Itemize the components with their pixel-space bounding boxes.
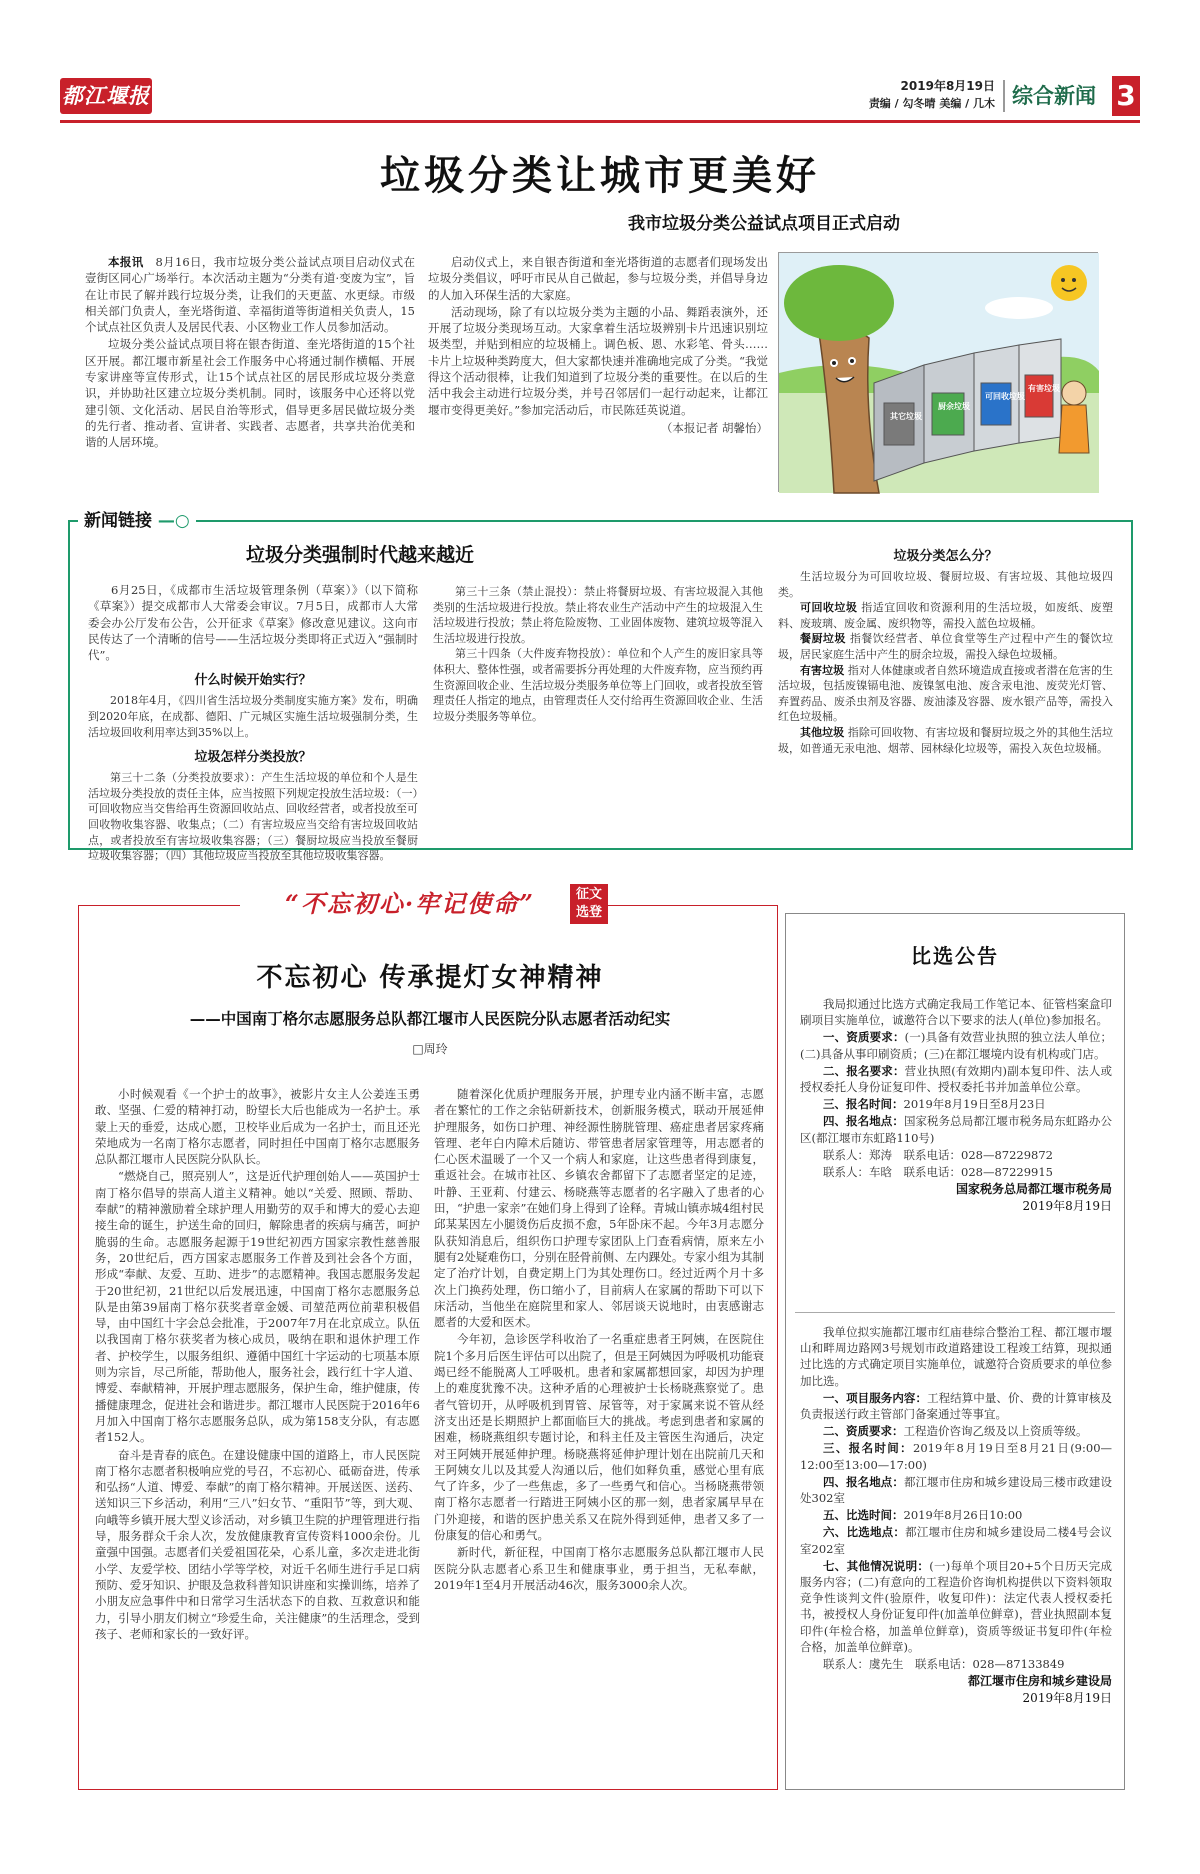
paragraph: 随着深化优质护理服务开展，护理专业内涵不断丰富，志愿者在繁忙的工作之余钻研新技术，创新服务模式，联动开展延伸护理服务，如伤口护理、神经源性膀胱管理、癌症患者居家疼痛管理、老年白内障术后随访、带管患者居家管理等，用志愿者的仁心医术温暖了一个又一个病人和家庭，让这些患者得到康复，重返社会。在城市社区、乡镇农舍都留下了志愿者坚定的足迹，叶静、王亚莉、付建云、杨晓燕等志愿者的名字融入了患者的心田，“护患一家亲”在她们身上得到了诠释。青城山镇赤城4组村民邱某某因左小腿烫伤后皮损不愈，5年卧床不起。今年3月志愿分队获知消息后，组织伤口护理专家团队上门查看病情，原来左小腿有2处疑难伤口，分别在胫骨前侧、左内踝处。专家小组为其制定了治疗计划，自费定期上门为其处理伤口。经过近两个月十多次上门换药处理，伤口缩小了，目前病人在家属的帮助下可以下床活动，当他坐在庭院里和家人、邻居谈天说地时，由衷感谢志愿者的大爱和医术。 — [434, 1087, 764, 1330]
question-heading: 什么时候开始实行？ — [194, 673, 312, 689]
category-term: 可回收垃圾 — [800, 601, 858, 615]
paragraph — [85, 254, 415, 335]
paragraph — [800, 1113, 1112, 1145]
paragraph — [800, 1390, 1112, 1422]
bin-label-recyclable: 可回收垃圾 — [985, 392, 1025, 401]
notice-date: 2019年8月19日 — [1022, 1691, 1112, 1706]
issue-date: 2019年8月19日 — [900, 79, 995, 93]
paragraph: 第三十二条（分类投放要求）：产生生活垃圾的单位和个人是生活垃圾分类投放的责任主体，应当按照下列规定投放生活垃圾：（一）可回收物应当交售给再生资源回收站点、回收经营者，或者投放至可回收物收集容器、收集点；（二）有害垃圾应当交给有害垃圾回收站点，或者投放至有害垃圾收集容器；（三）餐厨垃圾应当投放至餐厨垃圾收集容器；（四）其他垃圾应当投放至其他垃圾收集容器。 — [88, 771, 418, 863]
contact-line: 联系人：车晗 联系电话：028—87229915 — [823, 1165, 1053, 1180]
paragraph: 小时候观看《一个护士的故事》，被影片女主人公姜连玉勇敢、坚强、仁爱的精神打动，盼望长大后也能成为一名护士。承蒙上天的垂爱，达成心愿，卫校毕业后成为一名护士，而且还光荣地成为一名南丁格尔志愿者，同时担任中国南丁格尔志愿服务总队都江堰市人民医院分队队长。 — [95, 1087, 420, 1167]
feature-title: 不忘初心 传承提灯女神精神 — [256, 963, 604, 993]
paragraph: 新时代，新征程，中国南丁格尔志愿服务总队都江堰市人民医院分队志愿者心系卫生和健康事业，勇于担当，无私奉献，2019年1至4月开展活动46次，服务3000余人次。 — [434, 1545, 764, 1592]
notice-item-label: 一、项目服务内容： — [823, 1390, 928, 1405]
paragraph-text: 指餐饮经营者、单位食堂等生产过程中产生的餐饮垃圾，居民家庭生活中产生的厨余垃圾，需投入绿色垃圾桶。 — [778, 632, 1114, 661]
notice-item-value: (一)每单个项目20+5个日历天完成服务内容；(二)有意向的工程造价咨询机构提供以下资料领取竞争性谈判文件(验原件，收复印件)：法定代表人授权委托书，被授权人身份证复印件(加盖单位鲜章)，营业执照副本复印件(年检合格，加盖单位鲜章)，资质等级证书复印件(年检合格，加盖单位鲜章)。 — [800, 1558, 1112, 1654]
notice-item-value: 国家税务总局都江堰市税务局东虹路办公区(都江堰市东虹路110号) — [800, 1114, 1112, 1145]
paragraph: 今年初，急诊医学科收治了一名重症患者王阿姨，在医院住院1个多月后医生评估可以出院了，但是王阿姨因为呼吸机功能衰竭已经不能脱离人工呼吸机。患者和家属都想回家，却因为护理上的难度犹豫不决。这种矛盾的心理被护士长杨晓燕察觉了。患者气管切开，从呼吸机到胃管、尿管等，对于家属来说不管从经济支出还是长期照护上都面临巨大的挑战。考虑到患者和家属的困难，杨晓燕组织专题讨论，和科主任及主管医生沟通后，决定对王阿姨开展延伸护理。杨晓燕将延伸护理计划在出院前几天和王阿姨女儿以及其爱人沟通以后，他们如释负重，感觉心里有底气了许多，少了一些焦虑，多了一些勇气和信心。当杨晓燕带领南丁格尔志愿者一行踏进王阿姨小区的那一刻，患者家属早早在门外迎接，和谐的医护患关系又在院外得到延伸，患者又多了一份康复的信心和勇气。 — [434, 1332, 764, 1543]
paragraph: 6月25日，《成都市生活垃圾管理条例（草案）》（以下简称《草案》）提交成都市人大常委会审议。7月5日，成都市人大常委会办公厅发布公告，公开征求《草案》修改意见建议。这向市民传达了一个清晰的信号——生活垃圾分类即将正式迈入“强制时代”。 — [88, 583, 418, 663]
paragraph: 第三十三条（禁止混投）：禁止将餐厨垃圾、有害垃圾混入其他类别的生活垃圾进行投放。禁止将农业生产活动中产生的垃圾混入生活垃圾进行投放；禁止将危险废物、工业固体废物、建筑垃圾等混入生活垃圾进行投放。 — [433, 585, 763, 645]
notice-item-label: 六、比选地点： — [823, 1525, 906, 1540]
garbage-sorting-illustration — [778, 252, 1098, 492]
bin-label-kitchen: 厨余垃圾 — [938, 402, 970, 411]
paragraph-text: 指除可回收物、有害垃圾和餐厨垃圾之外的其他生活垃圾，如普通无汞电池、烟蒂、园林绿化垃圾等，需投入灰色垃圾桶。 — [778, 725, 1114, 755]
newspaper-logo: 都江堰报 — [60, 78, 152, 114]
notice-item-value: 都江堰市住房和城乡建设局三楼市政建设处302室 — [800, 1474, 1112, 1506]
paragraph — [800, 1029, 1112, 1061]
paragraph: 我单位拟实施都江堰市红庙巷综合整治工程、都江堰市堰山和畔周边路网3号规划市政道路建设工程竣工结算，现拟通过比选的方式确定项目实施单位，诚邀符合资质要求的单位参加比选。 — [800, 1325, 1112, 1388]
editor-credits: 责编 / 勾冬晴 美编 / 几木 — [868, 97, 995, 110]
paragraph: 奋斗是青春的底色。在建设健康中国的道路上，市人民医院南丁格尔志愿者积极响应党的号召，不忘初心、砥砺奋进，传承和弘扬“人道、博爱、奉献”的南丁格尔精神。开展送医、送药、送知识三下乡活动，利用“三八”妇女节、“重阳节”等，到大观、向峨等乡镇开展大型义诊活动，对乡镇卫生院的护理管理进行指导，服务群众千余人次，发放健康教育宣传资料1000余份。儿童强中国强。志愿者们关爱祖国花朵，心系儿童，多次走进北街小学、友爱学校、团结小学等学校，对近千名师生进行手足口病预防、爱牙知识、护眼及急救科普知识讲座和实操训练，培养了小朋友应急事件中和日常学习生活状态下的自救、互救意识和能力，引导小朋友们树立“珍爱生命，关注健康”的生活理念，受到孩子、老师和家长的一致好评。 — [95, 1447, 420, 1641]
paragraph-text: 指对人体健康或者自然环境造成直接或者潜在危害的生活垃圾，包括废镍镉电池、废镍氢电池、废含汞电池、废荧光灯管、弃置药品、废杀虫剂及容器、废油漆及容器、废水银产品等，需投入红色垃圾桶。 — [778, 663, 1114, 724]
masthead — [60, 72, 1140, 124]
notice-item-label: 二、报名要求： — [823, 1063, 905, 1078]
paragraph: 2018年4月，《四川省生活垃圾分类制度实施方案》发布，明确到2020年底，在成都、德阳、广元城区实施生活垃圾强制分类，生活垃圾回收利用率达到35%以上。 — [88, 694, 418, 739]
category-term: 餐厨垃圾 — [800, 632, 846, 646]
notice-item-label: 三、报名时间： — [823, 1441, 914, 1456]
cartoon-trees-and-bins — [779, 253, 1099, 493]
category-term: 有害垃圾 — [800, 663, 845, 677]
question-heading: 垃圾怎样分类投放？ — [194, 750, 312, 766]
paragraph — [778, 600, 1113, 631]
category-term: 其他垃圾 — [800, 725, 845, 739]
notice-item-value: 营业执照(有效期内)副本复印件、法人或授权委托人身份证复印件、授权委托书并加盖单位公章。 — [800, 1063, 1112, 1095]
contact-line: 联系人：虞先生 联系电话：028—87133849 — [823, 1657, 1065, 1672]
notice-item-value: 都江堰市住房和城乡建设局二楼4号会议室202室 — [800, 1525, 1112, 1556]
paragraph: 垃圾分类公益试点项目将在银杏街道、奎光塔街道的15个社区开展。都江堰市新星社会工作服务中心将通过制作横幅、开展专家讲座等宣传形式，让15个试点社区的居民形成垃圾分类意识，并协助社区建立垃圾分类机制。同时，该服务中心还将以党建引领、文化活动、居民自治等形式，倡导更多居民做垃圾分类的先行者、推动者、宣讲者、实践者、志愿者，共享共治优美和谐的人居环境。 — [85, 337, 415, 450]
paragraph: 我局拟通过比选方式确定我局工作笔记本、征管档案盒印刷项目实施单位，诚邀符合以下要求的法人(单位)参加报名。 — [800, 997, 1112, 1028]
page-number: 3 — [1112, 76, 1140, 116]
paragraph — [800, 1507, 1112, 1523]
notice-divider — [795, 1312, 1115, 1313]
link-dot-icon: —○ — [152, 511, 190, 531]
notice-item-value: 2019年8月19日至8月23日 — [903, 1097, 1046, 1112]
essay-tag: 征文选登 — [570, 884, 608, 924]
paragraph — [778, 631, 1113, 662]
paragraph-text: 指适宜回收和资源利用的生活垃圾，如废纸、废塑料、废玻璃、废金属、废织物等，需投入蓝色垃圾桶。 — [778, 601, 1114, 630]
feature-author: □周玲 — [412, 1042, 448, 1056]
paragraph: 活动现场，除了有以垃圾分类为主题的小品、舞蹈表演外，还开展了垃圾分类现场互动。大家拿着生活垃圾辨别卡片迅速识别垃圾类型，并贴到相应的垃圾桶上。调色板、恩、水彩笔、骨头……卡片上垃圾种类跨度大，但大家都快速并准确地完成了分类。“我觉得这个活动很棒，让我们知道到了垃圾分类的重要性。在以后的生活中我会主动进行垃圾分类，并号召邻居们一起行动起来，让都江堰市变得更美好。”参加完活动后，市民陈廷英说道。 — [428, 304, 768, 417]
paragraph — [800, 1474, 1112, 1506]
notice-item-label: 四、报名地点： — [823, 1114, 904, 1129]
notice-item-label: 二、资质要求： — [823, 1424, 904, 1439]
notice-item-value: 工程造价咨询乙级及以上资质等级。 — [903, 1424, 1088, 1439]
contact-line: 联系人：郑涛 联系电话：028—87229872 — [823, 1147, 1053, 1162]
feature-subtitle: ——中国南丁格尔志愿服务总队都江堰市人民医院分队志愿者活动纪实 — [189, 1010, 671, 1028]
series-banner: “不忘初心·牢记使命” — [240, 878, 580, 930]
bin-label-other: 其它垃圾 — [890, 412, 922, 421]
headline: 垃圾分类让城市更美好 — [380, 152, 820, 199]
bin-label-hazardous: 有害垃圾 — [1028, 384, 1060, 393]
paragraph-text: 8月16日，我市垃圾分类公益试点项目启动仪式在壹街区同心广场举行。本次活动主题为“分类有道·变废为宝”，旨在让市民了解并践行垃圾分类，让我们的天更蓝、水更绿。市级相关部门负责人，奎光塔街道、幸福街道等街道相关负责人，15个试点社区负责人及居民代表、小区物业工作人员参加活动。 — [85, 255, 416, 335]
paragraph — [800, 1423, 1112, 1439]
paragraph — [800, 1440, 1112, 1472]
header-divider — [1003, 80, 1005, 112]
header-rule — [60, 120, 1140, 123]
notice-item-value: 工程结算中量、价、费的计算审核及负责报送行政主管部门备案通过等事宜。 — [800, 1390, 1112, 1422]
news-link-label — [78, 508, 196, 534]
paragraph: 启动仪式上，来自银杏街道和奎光塔街道的志愿者们现场发出垃圾分类倡议，呼吁市民从自己做起，参与垃圾分类，并倡导身边的人加入环保生活的大家庭。 — [428, 255, 768, 302]
subheadline: 我市垃圾分类公益试点项目正式启动 — [628, 214, 900, 234]
notice-item-label: 五、比选时间： — [823, 1508, 904, 1523]
notice-title: 比选公告 — [911, 944, 999, 968]
news-link-label-text: 新闻链接 — [84, 511, 152, 531]
question-heading: 垃圾分类怎么分？ — [893, 549, 998, 564]
paragraph — [800, 1063, 1112, 1095]
issuer: 国家税务总局都江堰市税务局 — [955, 1182, 1112, 1197]
notice-item-value: 2019年8月26日10:00 — [903, 1508, 1023, 1523]
byline: （本报记者 胡馨怡） — [660, 420, 768, 435]
notice-item-label: 四、报名地点： — [823, 1474, 904, 1489]
paragraph: 第三十四条（大件废弃物投放）：单位和个人产生的废旧家具等体积大、整体性强，或者需要拆分再处理的大件废弃物，应当预约再生资源回收企业、生活垃圾分类服务单位等上门回收，或者投放至管理责任人指定的地点，由管理责任人交付给再生资源回收企业、生活垃圾分类服务等单位。 — [433, 647, 763, 723]
notice-item-label: 七、其他情况说明： — [823, 1558, 930, 1573]
paragraph — [778, 663, 1113, 725]
notice-item-label: 一、资质要求： — [823, 1030, 905, 1045]
sidebar-title: 垃圾分类强制时代越来越近 — [245, 544, 474, 566]
paragraph: “燃烧自己，照亮别人”，这是近代护理创始人——英国护士南丁格尔倡导的崇高人道主义精神。她以“关爱、照顾、帮助、奉献”的精神激励着全球护理人用勤劳的双手和博大的爱心去迎接生命的诞生，护送生命的回归，解除患者的疾病与痛苦，呵护脆弱的生命。志愿服务起源于19世纪初西方国家宗教性慈善服务，20世纪后，西方国家志愿服务工作普及到社会各个方面，形成“奉献、友爱、互助、进步”的志愿精神。我国志愿服务发起于20世纪初，21世纪以后发展迅速，中国南丁格尔志愿服务总队是由第39届南丁格尔获奖者章金媛、司堃范两位前辈积极倡导，由中国红十字会总会批准，于2007年7月在北京成立。队伍以我国南丁格尔获奖者为核心成员，吸纳在职和退休护理工作者、护校学生，以服务组织、遵循中国红十字运动的七项基本原则为宗旨，尽己所能，帮助他人，服务社会，践行红十字人道、博爱、奉献精神，开展护理志愿服务，保护生命，维护健康，传播健康理念，促进社会和谐进步。都江堰市人民医院于2016年6月加入中国南丁格尔志愿服务总队，成为第158支分队，有志愿者152人。 — [95, 1169, 420, 1445]
issuer: 都江堰市住房和城乡建设局 — [967, 1674, 1112, 1689]
section-name: 综合新闻 — [1012, 84, 1096, 108]
paragraph — [778, 725, 1113, 756]
notice-date: 2019年8月19日 — [1022, 1199, 1112, 1214]
paragraph: 生活垃圾分为可回收垃圾、餐厨垃圾、有害垃圾、其他垃圾四类。 — [778, 570, 1113, 599]
notice-item-value: 2019年8月19日至8月21日(9:00—12:00至13:00—17:00) — [800, 1441, 1113, 1472]
notice-housing-bureau — [800, 1324, 1112, 1782]
notice-tax-bureau — [800, 996, 1112, 1302]
paragraph — [800, 1558, 1112, 1655]
notice-item-label: 三、报名时间： — [823, 1097, 904, 1112]
notice-item-value: (一)具备有效营业执照的独立法人单位；(二)具备从事印刷资质；(三)在都江堰境内设有机构或门店。 — [800, 1030, 1112, 1061]
lead-tag: 本报讯 — [108, 255, 144, 269]
paragraph — [800, 1524, 1112, 1556]
paragraph — [800, 1096, 1112, 1112]
